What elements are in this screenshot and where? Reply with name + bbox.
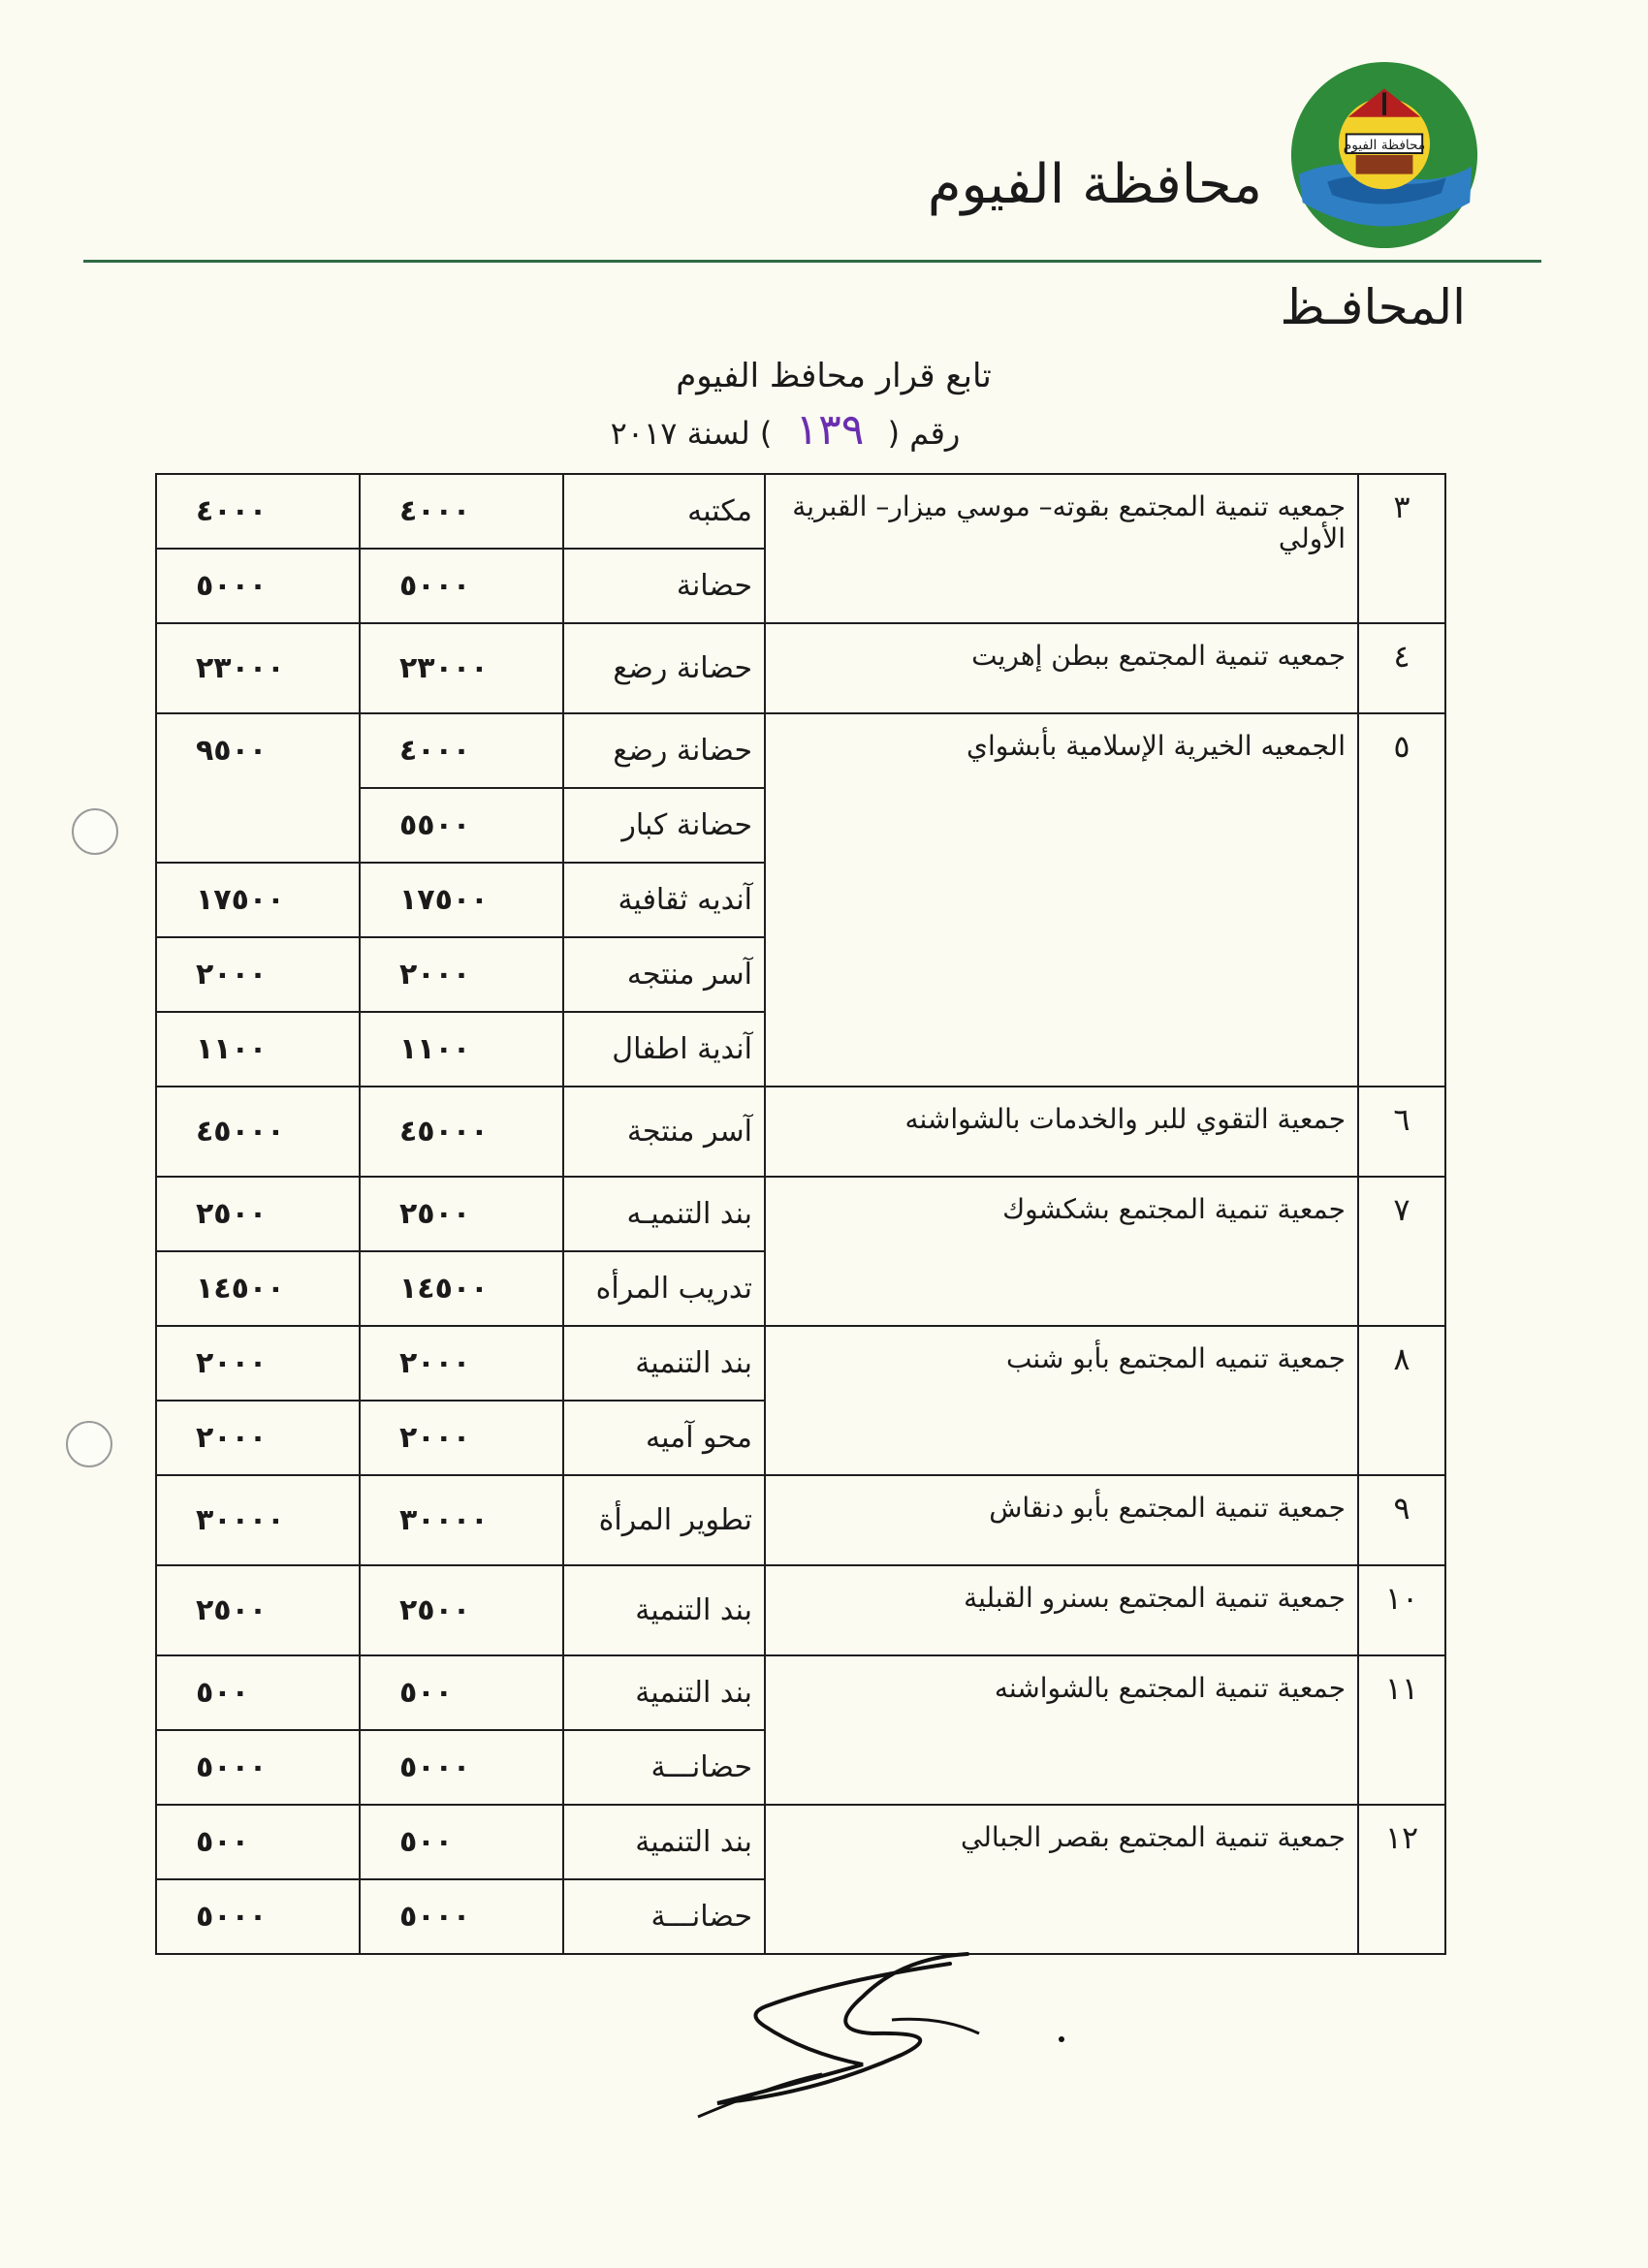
table-row: [156, 623, 1445, 713]
grant-total: ٩٥٠٠: [156, 713, 360, 863]
grant-amount: ٢٥٠٠: [360, 1565, 563, 1655]
association-name: جمعية تنمية المجتمع بقصر الجبالي: [765, 1805, 1358, 1954]
grant-amount: ٢٠٠٠: [360, 1326, 563, 1401]
decision-number-line: [543, 405, 1028, 455]
decision-heading: تابع قرار محافظ الفيوم: [676, 357, 992, 395]
association-name: جمعية تنمية المجتمع بسنرو القبلية: [765, 1565, 1358, 1655]
decision-number-suffix: ) لسنة ٢٠١٧: [610, 415, 773, 452]
fayoum-governorate-logo: [1289, 60, 1479, 250]
grant-item: بند التنميـه: [563, 1177, 765, 1251]
grant-amount: ٤٠٠٠: [360, 713, 563, 788]
grant-amount: ١٤٥٠٠: [360, 1251, 563, 1326]
grant-total: ٢٠٠٠: [156, 937, 360, 1012]
punch-hole-top: [72, 808, 118, 855]
table-row: [156, 1177, 1445, 1251]
association-name: جمعية التقوي للبر والخدمات بالشواشنه: [765, 1087, 1358, 1177]
grant-total: ٤٥٠٠٠: [156, 1087, 360, 1177]
grant-item: بند التنمية: [563, 1565, 765, 1655]
grant-amount: ٢٠٠٠: [360, 1401, 563, 1475]
association-name: جمعية تنمية المجتمع بالشواشنه: [765, 1655, 1358, 1805]
grant-item: تدريب المرأه: [563, 1251, 765, 1326]
row-number: ٧: [1358, 1177, 1445, 1326]
header-divider: [83, 260, 1541, 263]
grant-total: ٢٠٠٠: [156, 1326, 360, 1401]
grant-item: تطوير المرأة: [563, 1475, 765, 1565]
grant-item: آسر منتجة: [563, 1087, 765, 1177]
row-number: ١١: [1358, 1655, 1445, 1805]
grant-amount: ٥٠٠: [360, 1805, 563, 1879]
decision-number-prefix: رقم (: [887, 415, 961, 452]
grant-amount: ٥٠٠: [360, 1655, 563, 1730]
grants-table: [155, 473, 1446, 1955]
row-number: ٥: [1358, 713, 1445, 1087]
table-row: [156, 1326, 1445, 1401]
grant-item: حضانة كبار: [563, 788, 765, 863]
grant-item: مكتبه: [563, 474, 765, 549]
grant-total: ٥٠٠٠: [156, 1730, 360, 1805]
grant-amount: ١٧٥٠٠: [360, 863, 563, 937]
grant-amount: ٢٥٠٠: [360, 1177, 563, 1251]
table-row: [156, 1655, 1445, 1730]
table-row: [156, 1805, 1445, 1879]
decision-number-handwritten: ١٣٩: [795, 405, 865, 455]
grants-table-body: [156, 474, 1445, 1954]
grant-item: محو آميه: [563, 1401, 765, 1475]
grant-total: ٥٠٠٠: [156, 1879, 360, 1954]
grant-amount: ٤٥٠٠٠: [360, 1087, 563, 1177]
office-title: المحافـظ: [1280, 279, 1466, 335]
table-row: [156, 474, 1445, 549]
grant-item: بند التنمية: [563, 1655, 765, 1730]
grant-amount: ٥٠٠٠: [360, 1730, 563, 1805]
table-row: [156, 1565, 1445, 1655]
association-name: جمعية تنمية المجتمع بأبو دنقاش: [765, 1475, 1358, 1565]
grant-total: ١١٠٠: [156, 1012, 360, 1087]
grant-item: حضانة رضع: [563, 623, 765, 713]
grant-total: ١٧٥٠٠: [156, 863, 360, 937]
grant-item: حضانة: [563, 549, 765, 623]
table-row: [156, 1475, 1445, 1565]
grant-amount: ٥٠٠٠: [360, 1879, 563, 1954]
grant-item: آنديه ثقافية: [563, 863, 765, 937]
grant-total: ٢٥٠٠: [156, 1177, 360, 1251]
grant-total: ٥٠٠: [156, 1655, 360, 1730]
table-row: [156, 1087, 1445, 1177]
grant-total: ٢٥٠٠: [156, 1565, 360, 1655]
association-name: جمعيه تنمية المجتمع ببطن إهريت: [765, 623, 1358, 713]
organization-name: محافظة الفيوم: [927, 153, 1262, 216]
association-name: جمعية تنميه المجتمع بأبو شنب: [765, 1326, 1358, 1475]
association-name: جمعيه تنمية المجتمع بقوته– موسي ميزار– القبرية الأولي: [765, 474, 1358, 623]
grant-total: ٢٣٠٠٠: [156, 623, 360, 713]
punch-hole-bottom: [66, 1421, 112, 1467]
row-number: ١٢: [1358, 1805, 1445, 1954]
grant-amount: ٢٣٠٠٠: [360, 623, 563, 713]
row-number: ٤: [1358, 623, 1445, 713]
grant-item: آندية اطفال: [563, 1012, 765, 1087]
grant-amount: ١١٠٠: [360, 1012, 563, 1087]
row-number: ٩: [1358, 1475, 1445, 1565]
grant-amount: ٤٠٠٠: [360, 474, 563, 549]
grant-total: ٣٠٠٠٠: [156, 1475, 360, 1565]
grant-amount: ٥٥٠٠: [360, 788, 563, 863]
grant-amount: ٣٠٠٠٠: [360, 1475, 563, 1565]
signature: [659, 1938, 1086, 2132]
row-number: ٨: [1358, 1326, 1445, 1475]
row-number: ١٠: [1358, 1565, 1445, 1655]
association-name: جمعية تنمية المجتمع بشكشوك: [765, 1177, 1358, 1326]
grant-total: ٤٠٠٠: [156, 474, 360, 549]
grant-item: حضانة رضع: [563, 713, 765, 788]
row-number: ٦: [1358, 1087, 1445, 1177]
table-row: [156, 713, 1445, 788]
grant-item: بند التنمية: [563, 1805, 765, 1879]
grant-total: ٢٠٠٠: [156, 1401, 360, 1475]
association-name: الجمعيه الخيرية الإسلامية بأبشواي: [765, 713, 1358, 1087]
grant-item: آسر منتجه: [563, 937, 765, 1012]
grant-item: حضانـــة: [563, 1730, 765, 1805]
grant-total: ٥٠٠٠: [156, 549, 360, 623]
svg-text:محافظة الفيوم: محافظة الفيوم: [1343, 138, 1426, 154]
grant-item: حضانـــة: [563, 1879, 765, 1954]
grant-amount: ٥٠٠٠: [360, 549, 563, 623]
grant-total: ٥٠٠: [156, 1805, 360, 1879]
grant-item: بند التنمية: [563, 1326, 765, 1401]
grant-total: ١٤٥٠٠: [156, 1251, 360, 1326]
grant-amount: ٢٠٠٠: [360, 937, 563, 1012]
row-number: ٣: [1358, 474, 1445, 623]
